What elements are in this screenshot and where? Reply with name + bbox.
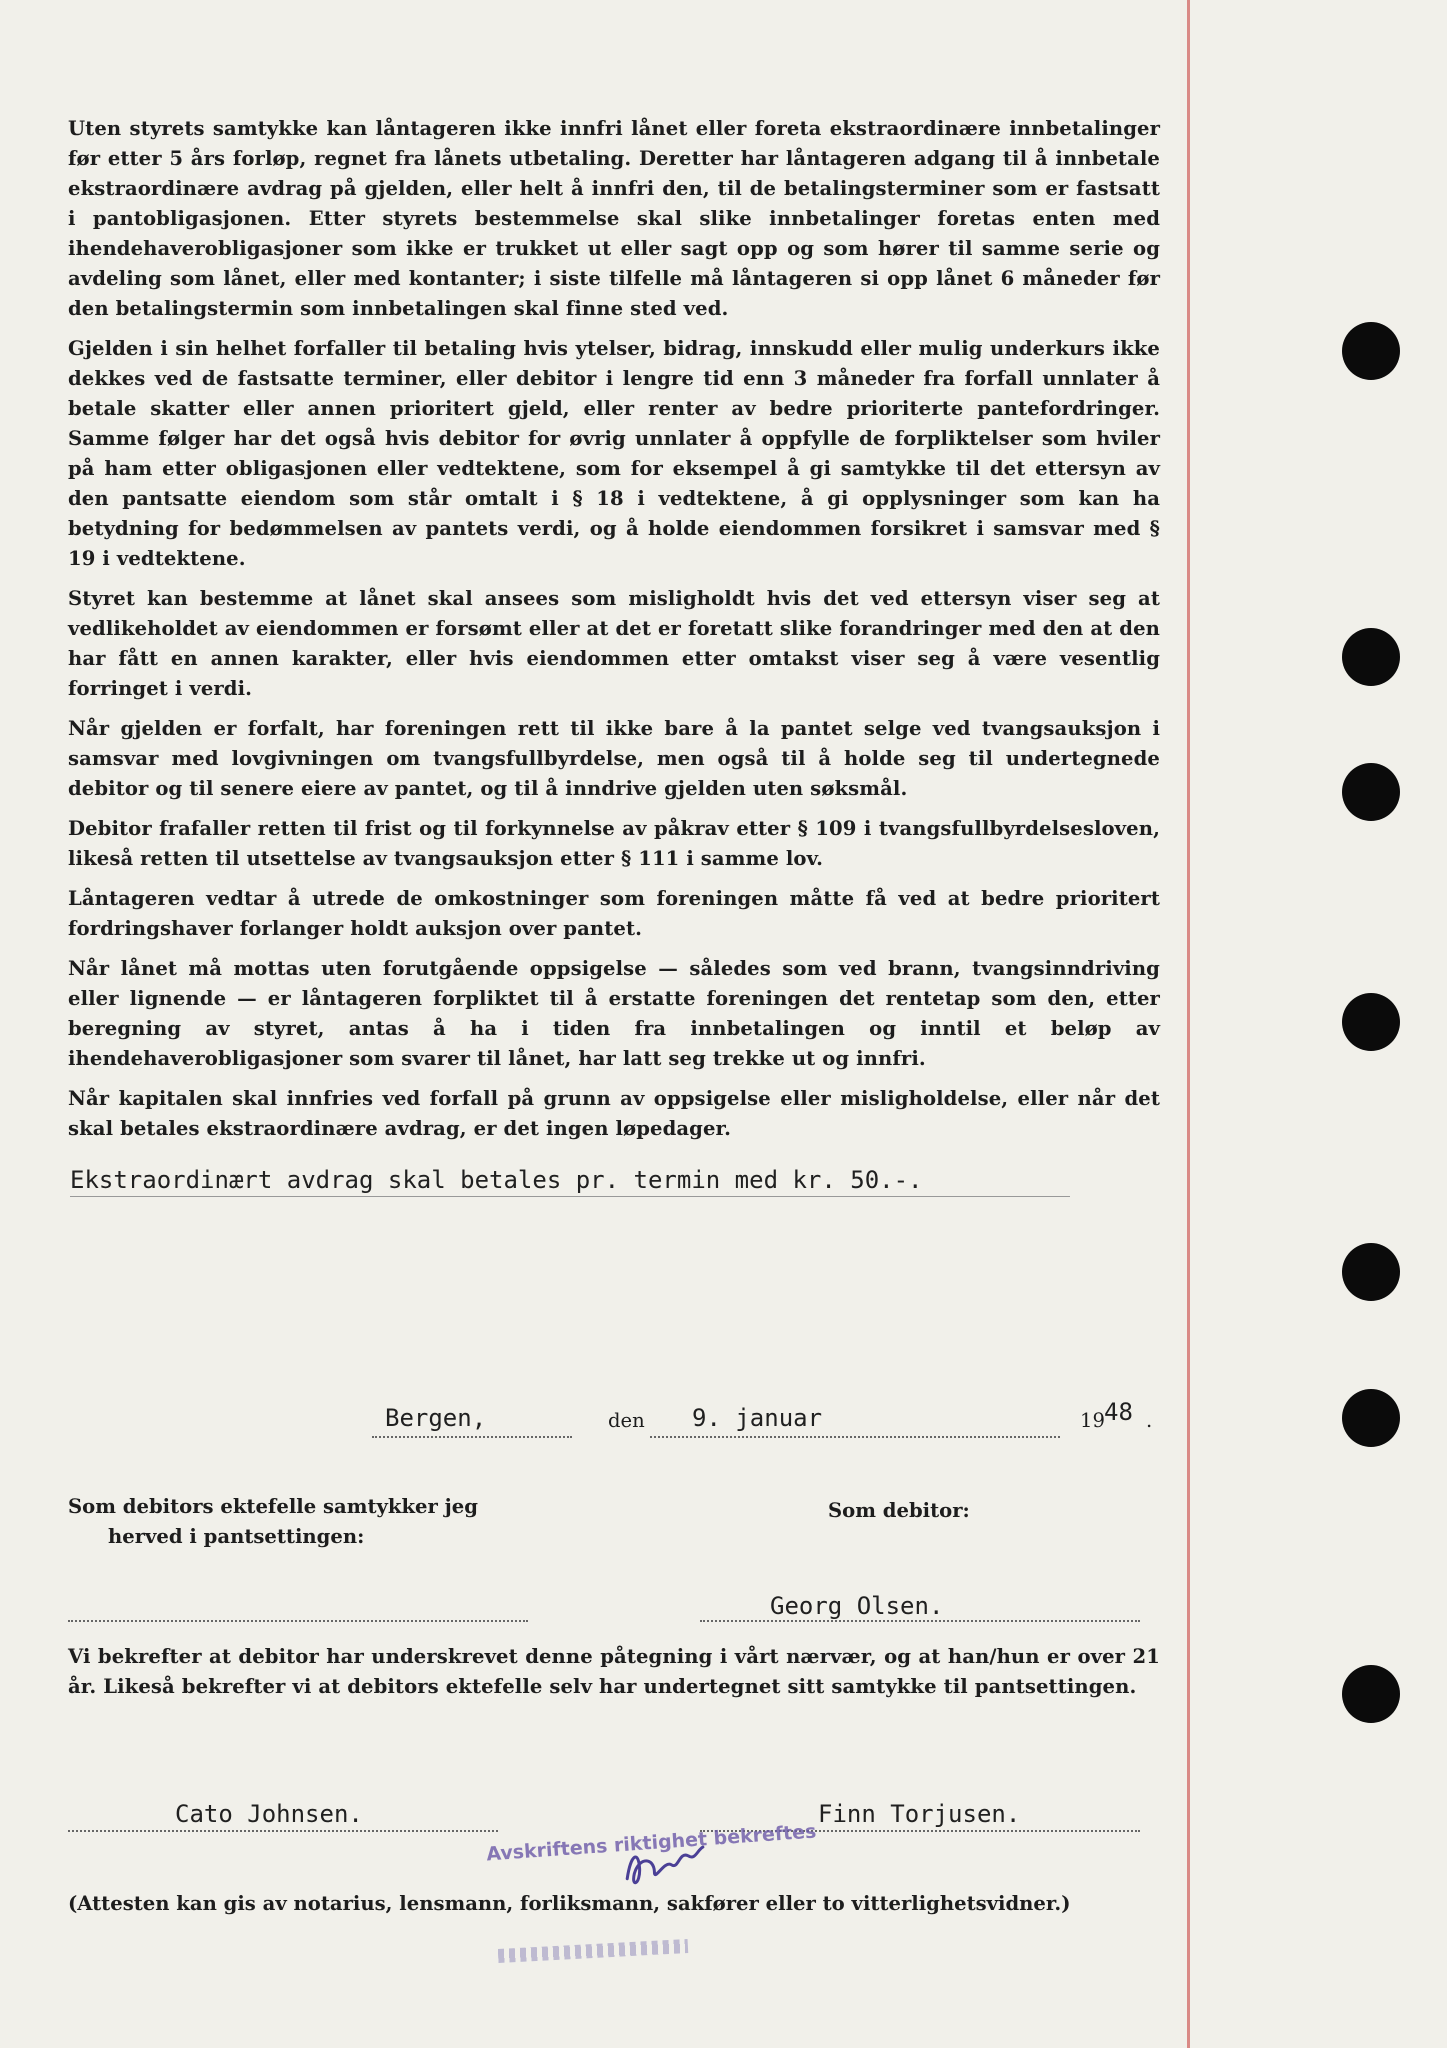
paragraph: Låntageren vedtar å utrede de omkostninger som foreningen måtte få ved at bedre prioritert fordringshaver forlanger holdt auksjon over pantet. [68,887,1160,940]
paragraph: Styret kan bestemme at lånet skal ansees som misligholdt hvis det ved ettersyn viser seg at vedlikeholdet av eiendommen er forsømt eller at det er foretatt slike forandringer med den at den har fått en annen karakter, eller hvis eiendommen etter omtakst viser seg å være vesentlig forringet i verdi. [68,587,1160,700]
certification-stamp: Avskriftens riktighet bekreftes [485,1820,818,1866]
witness-1-name: Cato Johnsen. [175,1800,363,1828]
paragraph: Gjelden i sin helhet forfaller til betaling hvis ytelser, bidrag, innskudd eller mulig underkurs ikke dekkes ved de fastsatte terminer, eller debitor i lengre tid enn 3 måneder fra forfall unnlater å betale skatter eller annen prioritert gjeld, eller renter av bedre prioriterte pantefordringer. Samme følger har det også hvis debitor for øvrig unnlater å oppfylle de forpliktelser som hviler på ham etter obligasjonen eller vedtektene, som for eksempel å gi samtykke til det ettersyn av den pantsatte eiendom som står omtalt i § 18 i vedtektene, å gi opplysninger som kan ha betydning for bedømmelsen av pantets verdi, og å holde eiendommen forsikret i samsvar med § 19 i vedtektene. [68,337,1160,570]
punch-hole [1342,1243,1400,1301]
spouse-consent-line1: Som debitors ektefelle samtykker jeg [68,1495,478,1518]
paragraph: Når lånet må mottas uten forutgående oppsigelse — således som ved brann, tvangsinndriving eller lignende — er låntageren forpliktet til å erstatte foreningen det rentetap som den, etter beregning av styret, antas å ha i tiden fra innbetalingen og inntil et beløp av ihendehaverobligasjoner som svarer til lånet, har latt seg trekke ut og innfri. [68,957,1160,1070]
date-den-label: den [608,1409,645,1432]
attest-note: (Attesten kan gis av notarius, lensmann, forliksmann, sakfører eller to vitterlighetsvidner.) [68,1892,1071,1915]
punch-hole [1342,763,1400,821]
punch-hole [1342,628,1400,686]
paragraph: Debitor frafaller retten til frist og til forkynnelse av påkrav etter § 109 i tvangsfullbyrdelsesloven, likeså retten til utsettelse av tvangsauksjon etter § 111 i samme lov. [68,817,1160,870]
terms-text [68,114,1160,1154]
punch-hole [1342,1665,1400,1723]
date-day-month: 9. januar [692,1404,823,1432]
margin-line [1187,0,1190,2048]
witness-1-line [68,1830,498,1832]
witness-statement [68,1642,1160,1712]
date-place: Bergen, [385,1404,487,1432]
paragraph: Når gjelden er forfalt, har foreningen rett til ikke bare å la pantet selge ved tvangsauksjon i samsvar med lovgivningen om tvangsfullbyrdelse, men også til å holde seg til undertegnede debitor og til senere eiere av pantet, og til å inndrive gjelden uten søksmål. [68,717,1160,800]
witness-2-name: Finn Torjusen. [818,1800,1021,1828]
date-end: . [1146,1409,1153,1432]
punch-hole [1342,993,1400,1051]
typed-clause: Ekstraordinært avdrag skal betales pr. termin med kr. 50.-. [70,1166,923,1194]
paragraph: Når kapitalen skal innfries ved forfall på grunn av oppsigelse eller misligholdelse, eller når det skal betales ekstraordinære avdrag, er det ingen løpedager. [68,1087,1160,1140]
spouse-consent-line2: herved i pantsettingen: [108,1525,365,1548]
debtor-label: Som debitor: [828,1499,970,1522]
debtor-signature-line [700,1620,1140,1622]
spouse-signature-line [68,1620,528,1622]
debtor-name: Georg Olsen. [770,1592,944,1620]
date-year-suffix: 48 [1104,1398,1133,1426]
clause-line [70,1196,1070,1197]
date-year-prefix: 19 [1080,1409,1105,1432]
faint-stamp-mark [498,1939,688,1963]
date-line [650,1436,1060,1438]
date-place-line [372,1436,572,1438]
paragraph: Vi bekrefter at debitor har underskrevet denne påtegning i vårt nærvær, og at han/hun er over 21 år. Likeså bekrefter vi at debitors ektefelle selv har undertegnet sitt samtykke til pantsettingen. [68,1645,1160,1698]
punch-hole [1342,1389,1400,1447]
paragraph: Uten styrets samtykke kan låntageren ikke innfri lånet eller foreta ekstraordinære innbetalinger før etter 5 års forløp, regnet fra lånets utbetaling. Deretter har låntageren adgang til å innbetale ekstraordinære avdrag på gjelden, eller helt å innfri den, til de betalingsterminer som er fastsatt i pantobligasjonen. Etter styrets bestemmelse skal slike innbetalinger foretas enten med ihendehaverobligasjoner som ikke er trukket ut eller sagt opp og som hører til samme serie og avdeling som lånet, eller med kontanter; i siste tilfelle må låntageren si opp lånet 6 måneder før den betalingstermin som innbetalingen skal finne sted ved. [68,117,1160,320]
punch-hole [1342,322,1400,380]
